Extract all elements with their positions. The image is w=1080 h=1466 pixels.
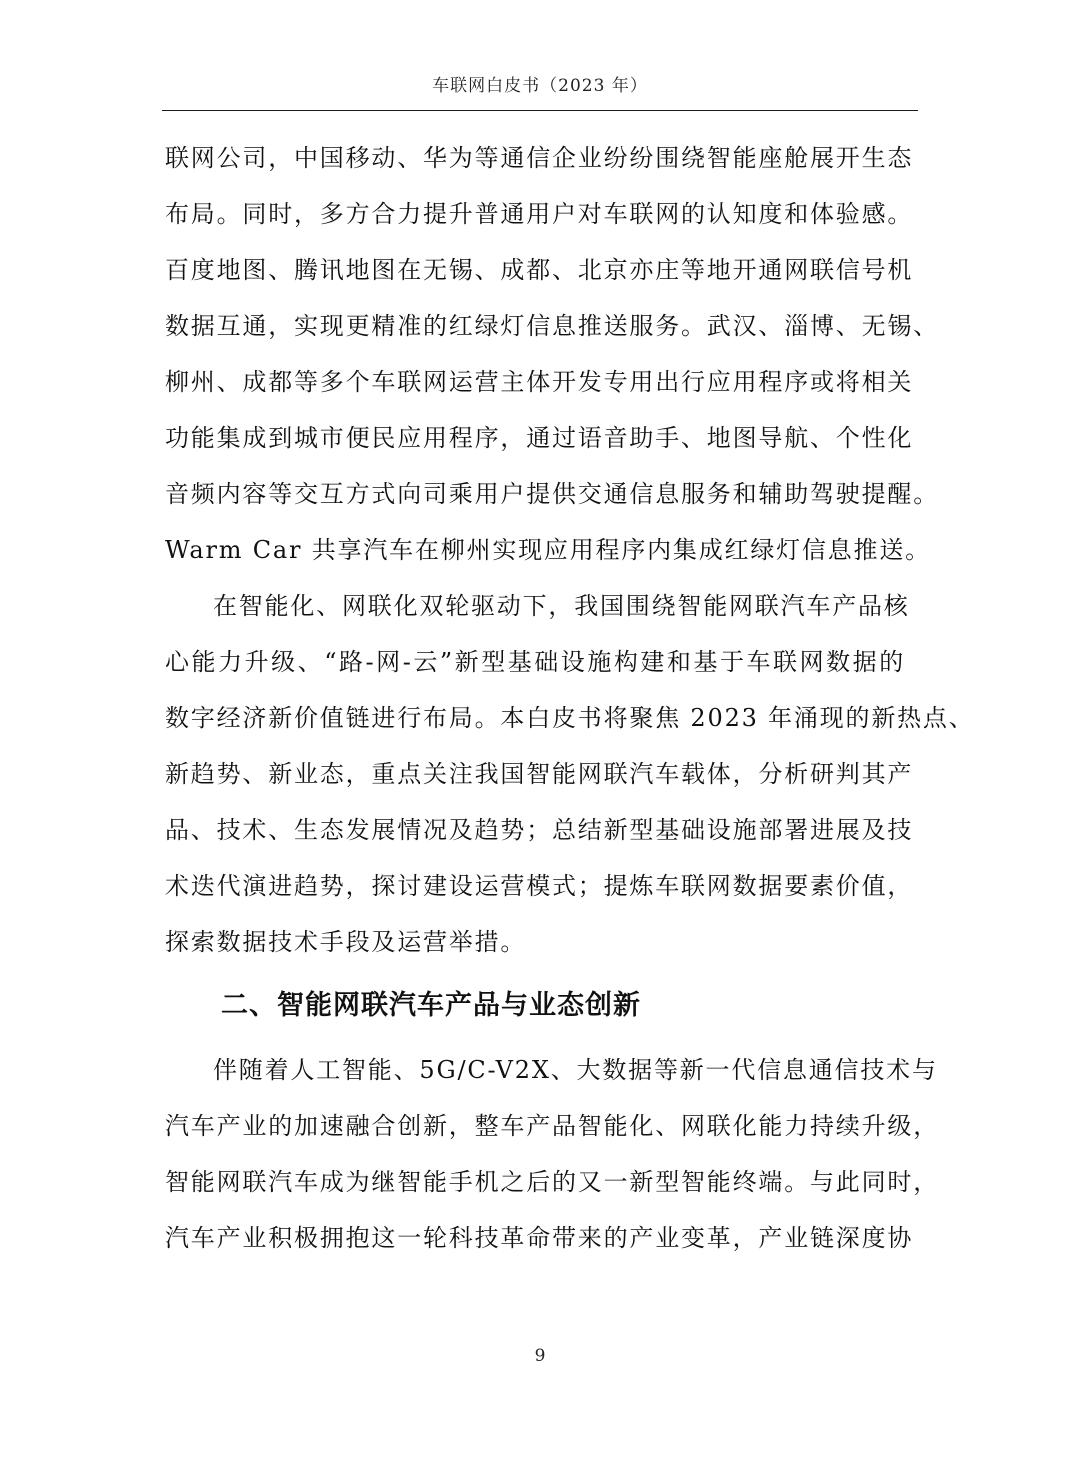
paragraph-line: 数据互通，实现更精准的红绿灯信息推送服务。武汉、淄博、无锡、 — [165, 312, 939, 340]
page-body — [165, 130, 975, 1266]
paragraph-line: 探索数据技术手段及运营举措。 — [165, 928, 527, 956]
paragraph-line: 联网公司，中国移动、华为等通信企业纷纷围绕智能座舱展开生态 — [165, 144, 914, 172]
paragraph-line: Warm Car 共享汽车在柳州实现应用程序内集成红绿灯信息推送。 — [165, 536, 931, 564]
paragraph-line: 数字经济新价值链进行布局。本白皮书将聚焦 2023 年涌现的新热点、 — [165, 704, 975, 732]
paragraph-line: 智能网联汽车成为继智能手机之后的又一新型智能终端。与此同时， — [165, 1168, 939, 1196]
paragraph-line: 伴随着人工智能、5G/C-V2X、大数据等新一代信息通信技术与 — [213, 1056, 938, 1084]
paragraph-3 — [165, 1042, 939, 1266]
paragraph-line: 心能力升级、“路-网-云”新型基础设施构建和基于车联网数据的 — [165, 648, 905, 676]
section-heading: 二、智能网联汽车产品与业态创新 — [221, 990, 641, 1021]
page-number: 9 — [534, 1346, 546, 1366]
header-rule — [162, 110, 918, 111]
paragraph-line: 品、技术、生态发展情况及趋势；总结新型基础设施部署进展及技 — [165, 816, 914, 844]
paragraph-line: 音频内容等交互方式向司乘用户提供交通信息服务和辅助驾驶提醒。 — [165, 480, 939, 508]
paragraph-line: 新趋势、新业态，重点关注我国智能网联汽车载体，分析研判其产 — [165, 760, 914, 788]
paragraph-line: 汽车产业积极拥抱这一轮科技革命带来的产业变革，产业链深度协 — [165, 1224, 914, 1252]
paragraph-line: 汽车产业的加速融合创新，整车产品智能化、网联化能力持续升级， — [165, 1112, 939, 1140]
running-header: 车联网白皮书（2023 年） — [432, 76, 648, 96]
paragraph-1 — [165, 130, 939, 578]
paragraph-line: 柳州、成都等多个车联网运营主体开发专用出行应用程序或将相关 — [165, 368, 914, 396]
paragraph-2 — [165, 578, 975, 970]
paragraph-line: 术迭代演进趋势，探讨建设运营模式；提炼车联网数据要素价值， — [165, 872, 914, 900]
paragraph-line: 在智能化、网联化双轮驱动下，我国围绕智能网联汽车产品核 — [213, 592, 910, 620]
paragraph-line: 功能集成到城市便民应用程序，通过语音助手、地图导航、个性化 — [165, 424, 914, 452]
paragraph-line: 布局。同时，多方合力提升普通用户对车联网的认知度和体验感。 — [165, 200, 914, 228]
paragraph-line: 百度地图、腾讯地图在无锡、成都、北京亦庄等地开通网联信号机 — [165, 256, 914, 284]
